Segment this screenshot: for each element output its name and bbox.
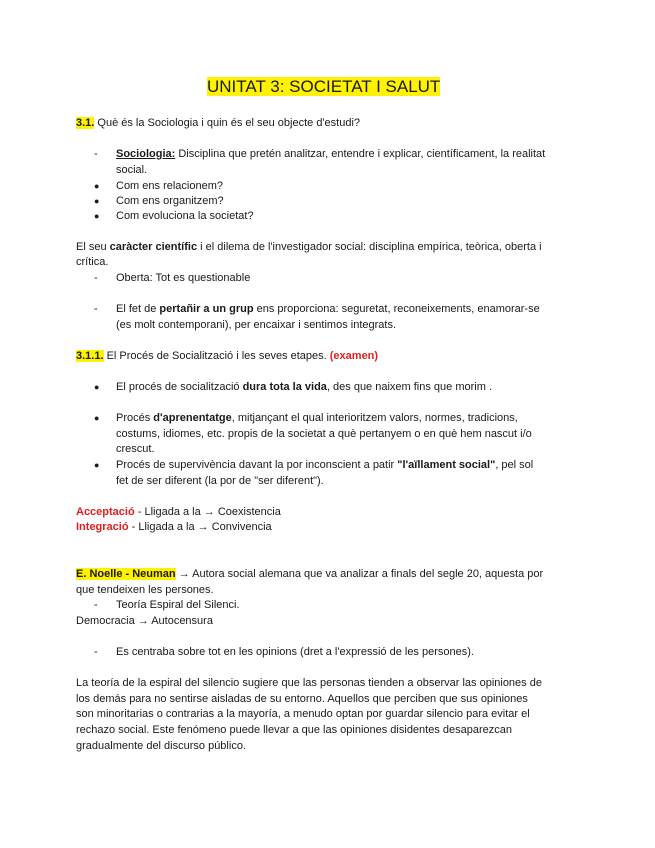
character-paragraph: El seu caràcter científic i el dilema de l'investigador social: disciplina empírica, teòrica, oberta i bbox=[76, 241, 542, 253]
paragraph-line: son minoritarias o contrarias a la mayoría, a menudo optan por guardar silencio para evitar el bbox=[76, 708, 530, 720]
dash-marker: - bbox=[94, 599, 98, 611]
dash-marker: - bbox=[94, 148, 98, 160]
bullet-marker: ● bbox=[94, 382, 100, 392]
oberta-item: Oberta: Tot es questionable bbox=[116, 272, 251, 284]
acceptacio-line: Acceptació - Lligada a la → Coexistencia bbox=[76, 506, 281, 518]
dash-marker: - bbox=[94, 646, 98, 658]
dash-marker: - bbox=[94, 272, 98, 284]
list-item: Com ens organitzem? bbox=[116, 195, 224, 207]
bullet-marker: ● bbox=[94, 196, 100, 206]
noelle-line: E. Noelle - Neuman → Autora social alemana que va analizar a finals del segle 20, aquesta por bbox=[76, 568, 544, 580]
page-title: UNITAT 3: SOCIETAT I SALUT bbox=[207, 77, 441, 96]
dash-marker: - bbox=[94, 303, 98, 315]
list-item: Procés d'aprenentatge, mitjançant el qual interioritzem valors, normes, tradicions, bbox=[116, 412, 518, 424]
sociologia-definition: Sociologia: Disciplina que pretén analitzar, entendre i explicar, científicament, la realitat bbox=[116, 148, 546, 160]
paragraph-line: La teoría de la espiral del silencio sugiere que las personas tienden a observar las opiniones de bbox=[76, 677, 542, 689]
bullet-marker: ● bbox=[94, 181, 100, 191]
centrava-item: Es centraba sobre tot en les opinions (dret a l'expressió de les persones). bbox=[116, 646, 474, 658]
list-item: Com evoluciona la societat? bbox=[116, 210, 254, 222]
list-item-cont: crescut. bbox=[116, 443, 155, 455]
grup-item-cont: (es molt contemporani), per encaixar i sentimos integrats. bbox=[116, 319, 397, 331]
bullet-marker: ● bbox=[94, 211, 100, 221]
paragraph-line: gradualmente del discurso público. bbox=[76, 740, 246, 752]
list-item: Procés de supervivència davant la por inconscient a patir "l'aïllament social", pel sol bbox=[116, 459, 534, 471]
theory-item: Teoría Espiral del Silenci. bbox=[116, 599, 240, 611]
list-item-cont: costums, idiomes, etc. propis de la societat a què pertanyem o en què hem nascut i/o bbox=[116, 428, 532, 440]
bullet-marker: ● bbox=[94, 413, 100, 423]
bullet-marker: ● bbox=[94, 460, 100, 470]
noelle-line-cont: que tendeixen les persones. bbox=[76, 584, 214, 596]
paragraph-line: rechazo social. Este fenómeno puede llevar a que las opiniones disidentes desaparezcan bbox=[76, 724, 513, 736]
list-item-cont: fet de ser diferent (la por de "ser diferent"). bbox=[116, 475, 324, 487]
sociologia-definition-cont: social. bbox=[116, 164, 148, 176]
section-3-1-heading: 3.1. Què és la Sociologia i quin és el seu objecte d'estudi? bbox=[76, 117, 361, 129]
democracia-line: Democracia → Autocensura bbox=[76, 615, 213, 627]
paragraph-line: los demás para no sentirse aisladas de su entorno. Aquellos que perciben que sus opiniones bbox=[76, 693, 528, 705]
character-paragraph-cont: crítica. bbox=[76, 256, 109, 268]
list-item: Com ens relacionem? bbox=[116, 180, 223, 192]
list-item: El procés de socialització dura tota la vida, des que naixem fins que morim . bbox=[116, 381, 492, 393]
integracio-line: Integració - Lligada a la → Convivencia bbox=[76, 521, 272, 533]
section-3-1-1-heading: 3.1.1. El Procés de Socialització i les seves etapes. (examen) bbox=[76, 350, 379, 362]
grup-item: El fet de pertañir a un grup ens proporciona: seguretat, reconeixements, enamorar-se bbox=[116, 303, 540, 315]
